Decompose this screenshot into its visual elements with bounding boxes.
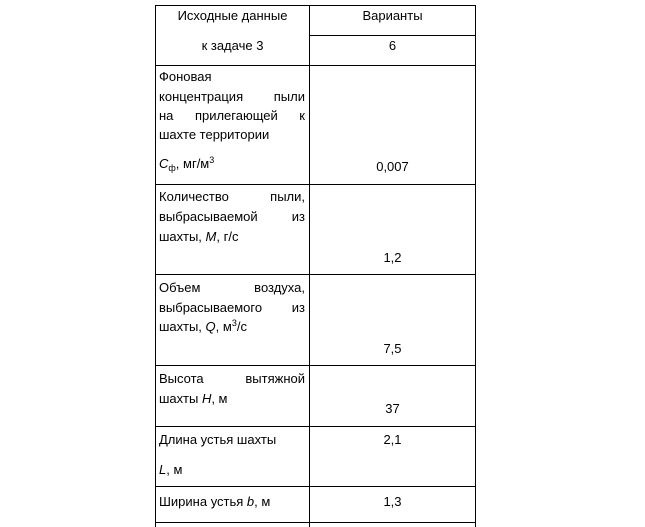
- row-value: 2,1: [383, 432, 402, 447]
- row-label-line: шахты H, м: [159, 391, 228, 406]
- row-value: 1,2: [383, 250, 402, 265]
- row-label-line: Фоновая: [159, 69, 212, 84]
- row-divider: [155, 486, 476, 487]
- row-label-line: выбрасываемого из: [159, 300, 305, 315]
- row-value: 1,3: [383, 494, 402, 509]
- row-divider: [155, 184, 476, 185]
- row-label-line: шахте территории: [159, 127, 270, 142]
- row-label-line: выбрасываемой из: [159, 209, 305, 224]
- table-border-right: [475, 5, 476, 527]
- row-label-line: Высота вытяжной: [159, 371, 305, 386]
- row-label-line: Объем воздуха,: [159, 280, 305, 295]
- header-task-label: к задаче 3: [201, 38, 264, 53]
- header-inner-divider: [309, 35, 476, 36]
- row-label-line: Количество пыли,: [159, 189, 305, 204]
- row-label-line: концентрация пыли: [159, 89, 305, 104]
- row-label-line: шахты, Q, $м^3/с$: [159, 318, 247, 334]
- row-value: 7,5: [383, 341, 402, 356]
- row-label-line: шахты, M, г/с: [159, 229, 239, 244]
- row-label-line: Ширина устья b, м: [159, 494, 271, 509]
- row-divider: [155, 365, 476, 366]
- header-variant-number: 6: [388, 38, 397, 53]
- table-border-left: [155, 5, 156, 527]
- row-label-line: Длина устья шахты: [159, 432, 277, 447]
- row-value: 37: [385, 401, 400, 416]
- table-border-top: [155, 5, 476, 6]
- header-source-data-label: Исходные данные: [177, 8, 288, 23]
- header-variants-label: Варианты: [362, 8, 423, 23]
- row-divider: [155, 65, 476, 66]
- row-divider: [155, 522, 476, 523]
- row-label-line: на прилегающей к: [159, 108, 305, 123]
- row-divider: [155, 274, 476, 275]
- row-divider: [155, 426, 476, 427]
- row-value: 0,007: [376, 159, 409, 174]
- row-symbol-unit: $C_ф$, $мг/м^3$: [159, 155, 215, 173]
- row-symbol-unit: L, м: [159, 462, 183, 477]
- table-border-middle: [309, 5, 310, 527]
